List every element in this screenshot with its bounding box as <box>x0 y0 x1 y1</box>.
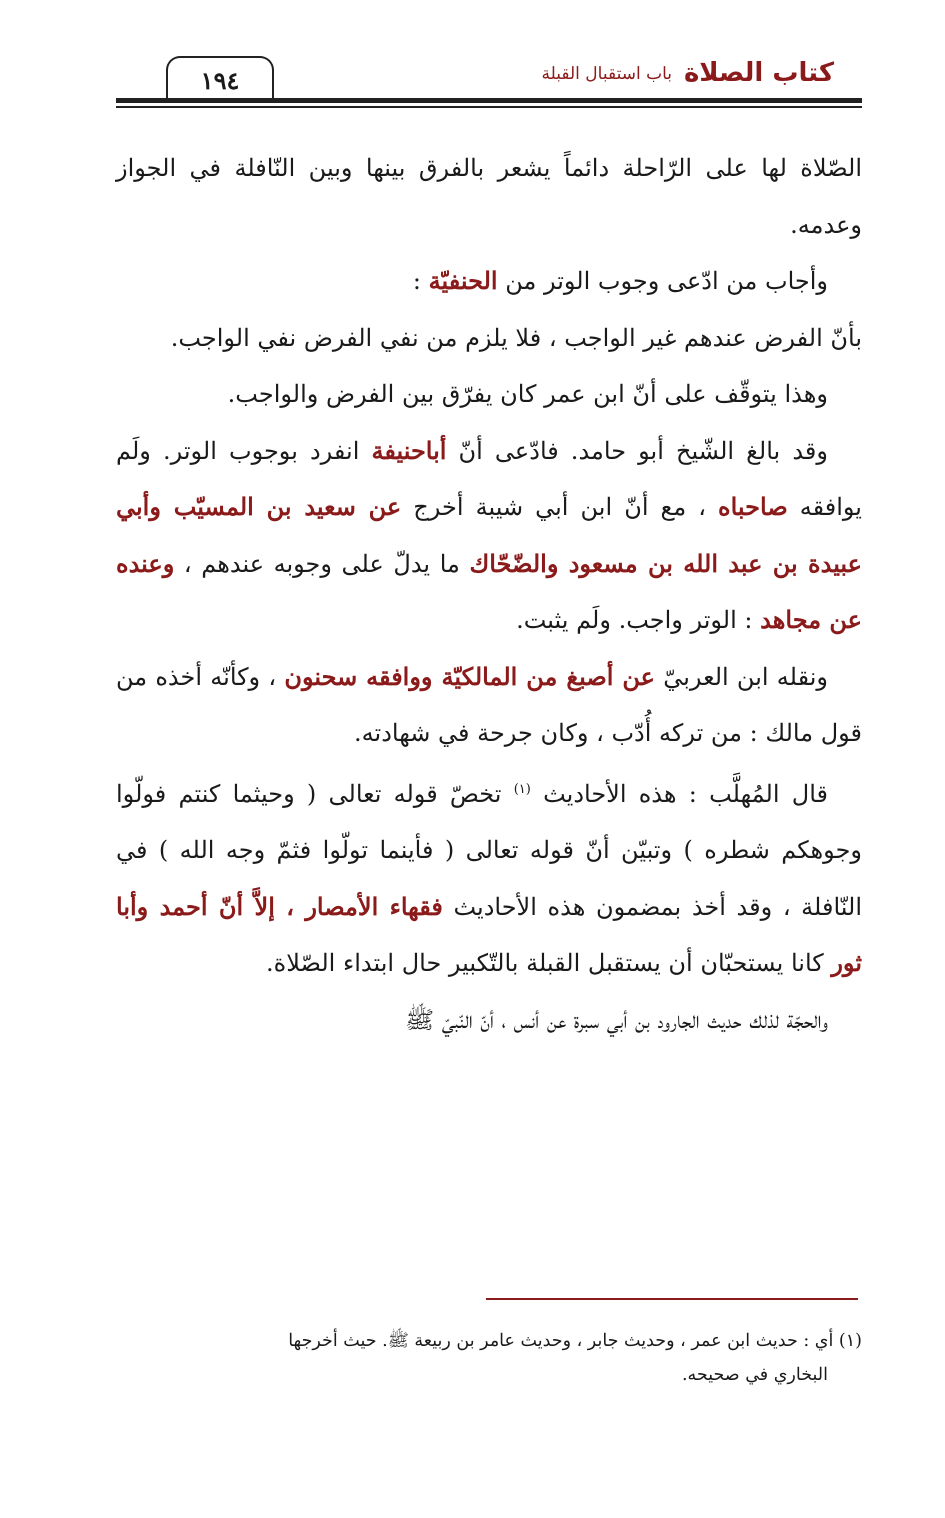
text-run: قال المُهلَّب : هذه الأحاديث <box>530 779 828 808</box>
highlighted-term: وعنده عن مجاهد <box>116 548 862 634</box>
text-run: الصّلاة لها على الرّاحلة دائماً يشعر بالفرق بينها وبين النّافلة في الجواز وعدمه. <box>116 154 862 239</box>
highlighted-term: عن أصبغ من المالكيّة ووافقه سحنون <box>284 661 655 691</box>
paragraph <box>116 140 862 253</box>
footnote <box>116 1324 862 1392</box>
text-run: وهذا يتوقّف على أنّ ابن عمر كان يفرّق بين الفرض والواجب. <box>227 380 828 408</box>
text-run: ونقله ابن العربيّ <box>654 662 829 691</box>
text-run: كانا يستحبّان أن يستقبل القبلة بالتّكبير حال ابتداء الصّلاة. <box>266 949 832 977</box>
footnote-separator <box>486 1298 858 1300</box>
header-rule-thin <box>116 106 862 108</box>
main-text <box>116 140 862 1048</box>
paragraph <box>116 366 862 423</box>
text-run: انفرد بوجوب الوتر. ولَم يوافقه <box>116 436 862 521</box>
highlighted-term: أباحنيفة <box>371 435 447 465</box>
highlighted-term: عن سعيد بن المسيّب وأبي عبيدة بن عبد الله بن مسعود والضّحّاك <box>116 492 862 578</box>
highlighted-term: الحنفيّة <box>428 266 498 295</box>
text-run: : الوتر واجب. ولَم يثبت. <box>516 606 761 634</box>
text-run: ، مع أنّ ابن أبي شيبة أخرج <box>401 493 719 521</box>
paragraph <box>116 310 862 367</box>
text-run: ، وكأنّه أخذه من قول مالك : من تركه أُدّب ، وكان جرحة في شهادته. <box>116 662 862 747</box>
highlighted-term: فقهاء الأمصار ، إلاَّ أنّ أحمد وأبا ثور <box>116 891 862 977</box>
text-run: وأجاب من ادّعى وجوب الوتر من <box>497 267 828 295</box>
page-header <box>116 52 862 112</box>
paragraph <box>116 992 862 1049</box>
footnote-line: البخاري في صحيحه. <box>681 1365 828 1385</box>
text-run: والحجّة لذلك حديث الجارود بن أبي سبرة عن أنس ، أنّ النّبيّ ﷺ <box>405 1005 828 1034</box>
text-run: : <box>412 267 429 295</box>
header-rule-thick <box>116 98 862 103</box>
text-run: ما يدلّ على وجوبه عندهم ، <box>174 549 470 578</box>
text-run: بأنّ الفرض عندهم غير الواجب ، فلا يلزم من نفي الفرض نفي الواجب. <box>170 323 862 352</box>
paragraph <box>116 253 862 310</box>
text-run: تخصّ قوله تعالى ( وحيثما كنتم فولّوا وجوهكم شطره ) وتبيّن أنّ قوله تعالى ( فأينما تولّوا فثمّ وجه الله ) في النّافلة ، وقد أخذ بمضمون هذه الأحاديث <box>116 779 863 921</box>
paragraph <box>116 423 862 649</box>
chapter-title: باب استقبال القبلة <box>541 64 672 84</box>
paragraph <box>116 762 862 992</box>
page-number: ١٩٤ <box>166 56 274 102</box>
text-run: وقد بالغ الشّيخ أبو حامد. فادّعى أنّ <box>446 436 828 465</box>
footnote-reference[interactable]: (١) <box>513 781 531 797</box>
book-title: كتاب الصلاة <box>683 58 834 88</box>
paragraph <box>116 649 862 762</box>
highlighted-term: صاحباه <box>718 492 788 521</box>
footnote-line: (١) أي : حديث ابن عمر ، وحديث جابر ، وحديث عامر بن ربيعة ﷺ. حيث أخرجها <box>288 1331 862 1351</box>
